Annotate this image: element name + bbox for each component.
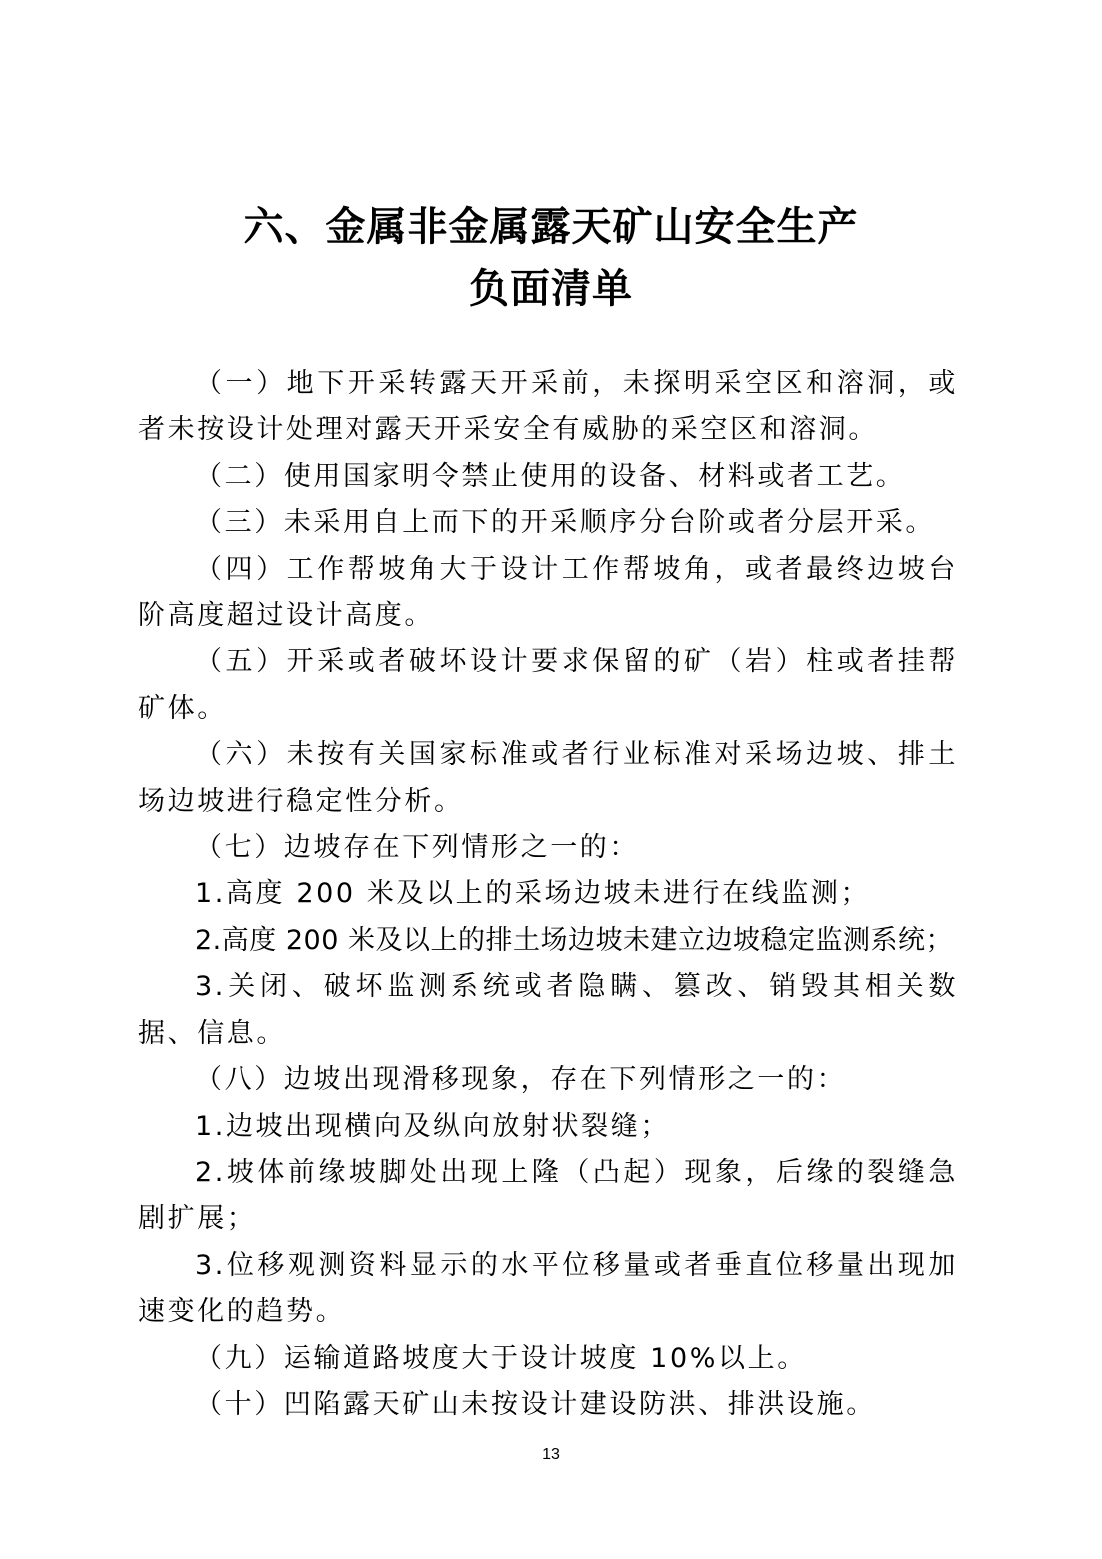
sub-item-8-3: 3.位移观测资料显示的水平位移量或者垂直位移量出现加速变化的趋势。 xyxy=(138,1249,958,1328)
document-title xyxy=(0,196,1102,320)
sub-item-7-2: 2.高度 200 米及以上的排土场边坡未建立边坡稳定监测系统； xyxy=(195,924,953,956)
paragraph-item-5: （五）开采或者破坏设计要求保留的矿（岩）柱或者挂帮矿体。 xyxy=(138,646,958,724)
paragraph-item-7: （七）边坡存在下列情形之一的： xyxy=(195,832,639,864)
sub-item-8-2: 2.坡体前缘坡脚处出现上隆（凸起）现象，后缘的裂缝急剧扩展； xyxy=(138,1156,958,1235)
paragraph-item-9: （九）运输道路坡度大于设计坡度 10%以上。 xyxy=(195,1342,807,1374)
title-line-1: 六、金属非金属露天矿山安全生产 xyxy=(243,204,859,250)
sub-item-8-1: 1.边坡出现横向及纵向放射状裂缝； xyxy=(195,1110,670,1142)
paragraph-item-4: （四）工作帮坡角大于设计工作帮坡角，或者最终边坡台阶高度超过设计高度。 xyxy=(138,553,958,632)
document-body xyxy=(138,361,958,1428)
paragraph-item-6: （六）未按有关国家标准或者行业标准对采场边坡、排土场边坡进行稳定性分析。 xyxy=(138,739,958,817)
paragraph-item-8: （八）边坡出现滑移现象，存在下列情形之一的： xyxy=(195,1064,847,1096)
page-number: 13 xyxy=(542,1446,560,1463)
title-line-2: 负面清单 xyxy=(469,266,633,312)
paragraph-item-1: （一）地下开采转露天开采前，未探明采空区和溶洞，或者未按设计处理对露天开采安全有威胁的采空区和溶洞。 xyxy=(138,368,958,446)
paragraph-item-2: （二）使用国家明令禁止使用的设备、材料或者工艺。 xyxy=(195,460,906,492)
paragraph-item-10: （十）凹陷露天矿山未按设计建设防洪、排洪设施。 xyxy=(195,1388,876,1420)
sub-item-7-1: 1.高度 200 米及以上的采场边坡未进行在线监测； xyxy=(195,878,871,910)
sub-item-7-3: 3.关闭、破坏监测系统或者隐瞒、篡改、销毁其相关数据、信息。 xyxy=(138,971,958,1049)
paragraph-item-3: （三）未采用自上而下的开采顺序分台阶或者分层开采。 xyxy=(195,507,935,539)
